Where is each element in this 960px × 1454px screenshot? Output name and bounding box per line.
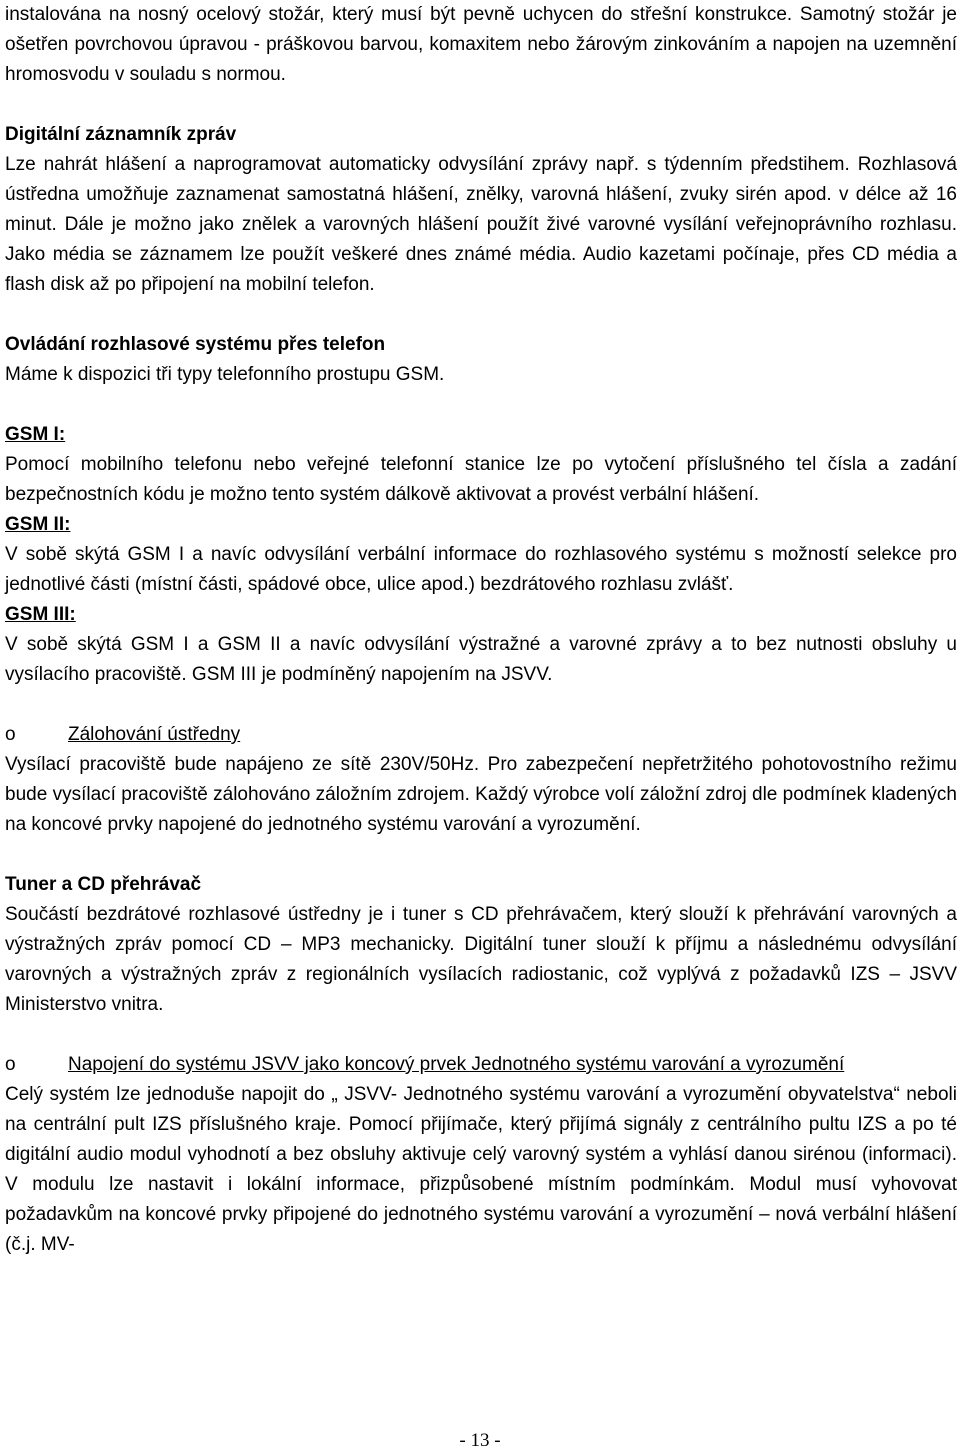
gsm-type-label: GSM II: xyxy=(5,514,71,535)
gsm-type-item xyxy=(5,510,957,600)
gsm-type-item xyxy=(5,600,957,690)
gsm-types-section xyxy=(5,420,957,690)
gsm-control-section xyxy=(5,330,957,390)
page-number: - 13 - xyxy=(459,1430,501,1451)
gsm-type-text: V sobě skýtá GSM I a GSM II a navíc odvysílání výstražné a varovné zprávy a to bez nutnosti obsluhy u vysílacího pracoviště. GSM III je podmíněný napojením na JSVV. xyxy=(5,634,957,685)
jsvv-section xyxy=(5,1050,957,1260)
backup-section xyxy=(5,720,957,840)
gsm-control-paragraph: Máme k dispozici tři typy telefonního prostupu GSM. xyxy=(5,364,445,385)
backup-heading-line xyxy=(5,720,957,750)
gsm-type-label: GSM III: xyxy=(5,604,76,625)
jsvv-paragraph: Celý systém lze jednoduše napojit do „ JSVV- Jednotného systému varování a vyrozumění obyvatelstva“ neboli na centrální pult IZS příslušného kraje. Pomocí přijímače, který přijímá signály z centrálního pultu IZS a po té digitální audio modul vyhodnotí a bez obsluhy aktivuje celý varovný systém a vyhlásí danou sirénou (informaci). V modulu lze nastavit i lokální informace, přizpůsobené místním podmínkám. Modul musí vyhovovat požadavkům na koncové prvky připojené do jednotného systému varování a vyrozumění – nová verbální hlášení (č.j. MV- xyxy=(5,1084,957,1255)
intro-paragraph: instalována na nosný ocelový stožár, který musí být pevně uchycen do střešní konstrukce. Samotný stožár je ošetřen povrchovou úpravou - práškovou barvou, komaxitem nebo žárovým zinkováním a napojen na uzemnění hromosvodu v souladu s normou. xyxy=(5,4,957,85)
tuner-section xyxy=(5,870,957,1020)
recorder-heading: Digitální záznamník zpráv xyxy=(5,124,237,145)
gsm-type-item xyxy=(5,420,957,510)
recorder-section xyxy=(5,120,957,300)
backup-heading: Zálohování ústředny xyxy=(68,724,241,745)
tuner-paragraph: Součástí bezdrátové rozhlasové ústředny je i tuner s CD přehrávačem, který slouží k přehrávání varovných a výstražných zpráv pomocí CD – MP3 mechanicky. Digitální tuner slouží k příjmu a následnému odvysílání varovných a výstražných zpráv z regionálních vysílacích radiostanic, což vyplývá z požadavků IZS – JSVV Ministerstvo vnitra. xyxy=(5,904,957,1015)
tuner-heading: Tuner a CD přehrávač xyxy=(5,874,202,895)
document-page xyxy=(5,0,957,1260)
recorder-paragraph: Lze nahrát hlášení a naprogramovat automaticky odvysílání zprávy např. s týdenním předstihem. Rozhlasová ústředna umožňuje zaznamenat samostatná hlášení, znělky, varovná hlášení, zvuky sirén apod. v délce až 16 minut. Dále je možno jako znělek a varovných hlášení použít živé varovné vysílání veřejnoprávního rozhlasu. Jako média se záznamem lze použít veškeré dnes známé média. Audio kazetami počínaje, přes CD média a flash disk až po připojení na mobilní telefon. xyxy=(5,154,957,295)
gsm-type-text: Pomocí mobilního telefonu nebo veřejné telefonní stanice lze po vytočení příslušného tel čísla a zadání bezpečnostních kódu je možno tento systém dálkově aktivovat a provést verbální hlášení. xyxy=(5,454,957,505)
jsvv-heading: Napojení do systému JSVV jako koncový prvek Jednotného systému varování a vyrozumění xyxy=(68,1054,845,1075)
backup-paragraph: Vysílací pracoviště bude napájeno ze sítě 230V/50Hz. Pro zabezpečení nepřetržitého pohotovostního režimu bude vysílací pracoviště zálohováno záložním zdrojem. Každý výrobce volí záložní zdroj dle podmínek kladených na koncové prvky napojené do jednotného systému varování a vyrozumění. xyxy=(5,754,957,835)
gsm-type-text: V sobě skýtá GSM I a navíc odvysílání verbální informace do rozhlasového systému s možností selekce pro jednotlivé části (místní části, spádové obce, ulice apod.) bezdrátového rozhlasu zvlášť. xyxy=(5,544,957,595)
gsm-control-heading: Ovládání rozhlasové systému přes telefon xyxy=(5,334,386,355)
gsm-type-label: GSM I: xyxy=(5,424,66,445)
jsvv-heading-line xyxy=(5,1050,957,1080)
bullet-marker: o xyxy=(5,724,16,745)
bullet-marker: o xyxy=(5,1054,16,1075)
